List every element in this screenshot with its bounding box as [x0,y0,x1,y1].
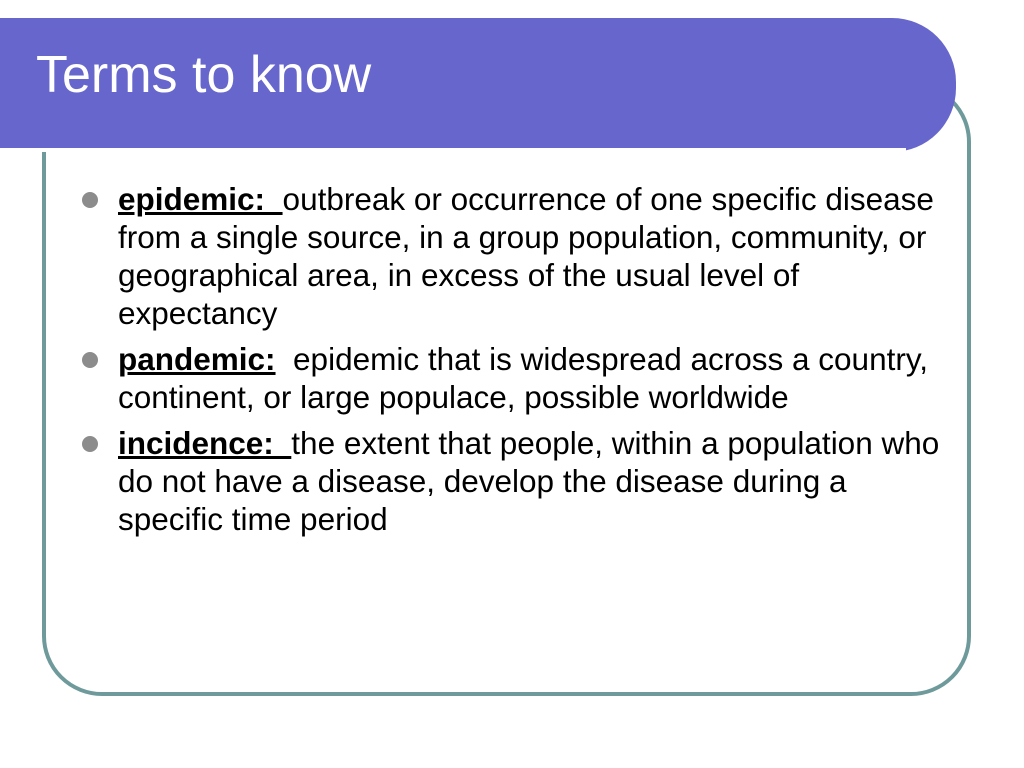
bullet-dot-icon [82,192,98,208]
term-incidence: incidence: [118,425,292,461]
term-epidemic: epidemic: [118,181,283,217]
bullet-item-incidence [80,424,940,538]
bullet-item-epidemic [80,180,940,332]
bullet-dot-icon [82,436,98,452]
term-pandemic: pandemic: [118,341,276,377]
slide-title: Terms to know [36,46,372,104]
bullet-item-pandemic [80,340,940,416]
definition-epidemic: outbreak or occurrence of one specific disease from a single source, in a group population, community, or geographical area, in excess of the usual level of expectancy [118,181,934,331]
definition-pandemic: epidemic that is widespread across a country, continent, or large populace, possible worldwide [118,341,937,415]
title-underline [0,148,906,152]
bullet-list [80,180,940,546]
definition-incidence: the extent that people, within a population who do not have a disease, develop the disease during a specific time period [118,425,940,537]
bullet-dot-icon [82,352,98,368]
